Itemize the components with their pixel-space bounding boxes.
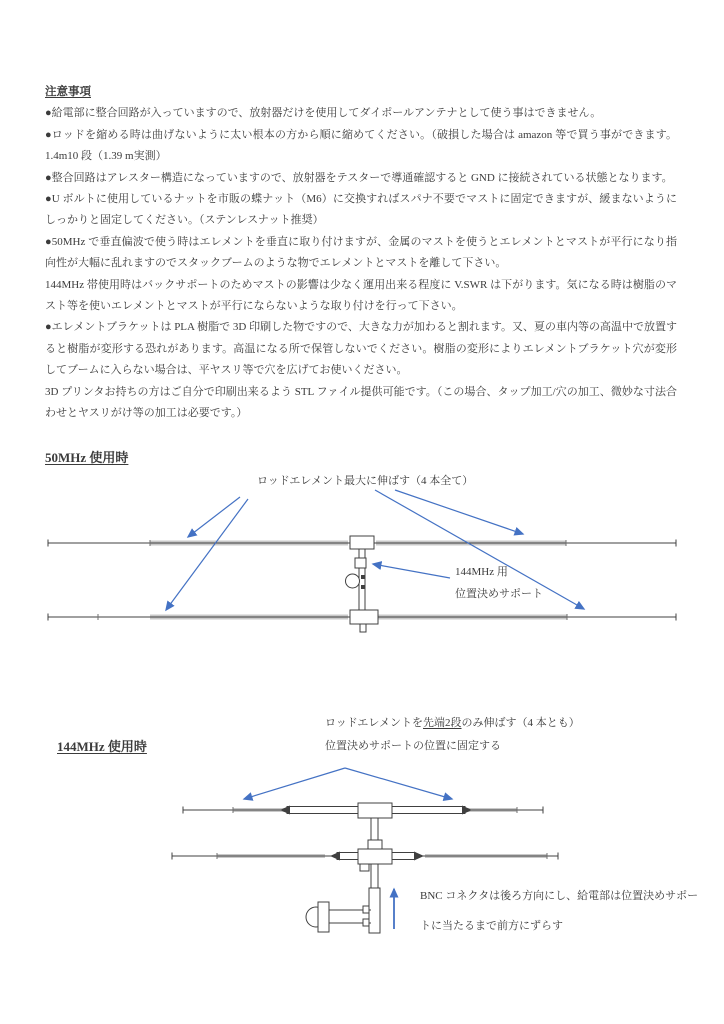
diagram-50mhz [0, 488, 724, 658]
callout-support-144-line1: 144MHz 用 [455, 566, 508, 578]
antenna-element-top-50 [48, 536, 676, 549]
note-paragraph: 144MHz 帯使用時はバックサポートのためマストの影響は少なく運用出来る程度に V.SWR は下がります。気になる時は樹脂のマスト等を使いエレメントとマストが平行にならないような取り付けを行って下さい。 [45, 278, 677, 313]
antenna-element-mid-144 [172, 849, 558, 871]
rod-callout-arrows-144 [244, 768, 452, 799]
note-paragraph: ●給電部に整合回路が入っていますので、放射器だけを使用してダイポールアンテナとして使う事はできません。 [45, 107, 602, 120]
callout-rod-144-underlined: 先端2段 [423, 717, 462, 729]
section-heading-50mhz: 50MHz 使用時 [45, 450, 129, 465]
callout-rod-144-pre: ロッドエレメントを [325, 717, 424, 729]
notes-heading: 注意事項 [45, 86, 91, 98]
feed-u-bolt-assembly [306, 888, 380, 933]
note-paragraph: ●ロッドを縮める時は曲げないように太い根本の方から順に縮めてください。（破損した場合は amazon 等で買う事ができます。1.4m10 段（1.39 m実測） [45, 128, 677, 163]
note-paragraph: ●50MHz で垂直偏波で使う時はエレメントを垂直に取り付けますが、金属のマストを使うとエレメントとマストが平行になり指向性が大幅に乱れますのでスタックブームのような物でエレメントとマストを離して下さい。 [45, 235, 677, 270]
notes-block [45, 82, 677, 425]
callout-support-144-line2: 位置決めサポート [455, 588, 543, 600]
boom-50 [346, 549, 367, 611]
antenna-element-top-144 [183, 803, 543, 818]
note-paragraph: ●整合回路はアレスター構造になっていますので、放射器をテスターで導通確認すると GND に接続されている状態となります。 [45, 171, 673, 184]
callout-rod-144-post: のみ伸ばす（4 本とも） [461, 717, 580, 729]
callout-bnc-line1: BNC コネクタは後ろ方向にし、給電部は位置決めサポー [420, 890, 699, 902]
callout-rod-144mhz [325, 714, 580, 730]
section-heading-144mhz: 144MHz 使用時 [57, 739, 147, 754]
callout-bnc-line2: トに当たるまで前方にずらす [420, 920, 563, 932]
support-callout-arrow-50 [373, 564, 450, 578]
callout-rod-50mhz: ロッドエレメント最大に伸ばす（4 本全て） [257, 475, 474, 487]
note-paragraph: ●エレメントブラケットは PLA 樹脂で 3D 印刷した物ですので、大きな力が加わると割れます。又、夏の車内等の高温中で放置すると樹脂が変形する恐れがあります。高温になる所で保管しないでください。樹脂の変形によりエレメントブラケット穴が変形してブームに入らない場合は、平ヤスリ等で穴を広げてお使いください。 [45, 321, 677, 377]
callout-rod-144mhz-line2: 位置決めサポートの位置に固定する [325, 740, 501, 752]
rod-callout-arrows-50 [166, 490, 584, 610]
antenna-element-bottom-50 [48, 610, 676, 632]
note-paragraph: ●U ボルトに使用しているナットを市販の蝶ナット（M6）に交換すればスパナ不要でマストに固定できますが、緩まないようにしっかりと固定してください。（ステンレスナット推奨） [45, 193, 677, 227]
note-paragraph: 3D プリンタお持ちの方はご自分で印刷出来るよう STL ファイル提供可能です。（この場合、タップ加工/穴の加工、微妙な寸法合わせとヤスリがけ等の加工は必要です。） [45, 385, 677, 420]
diagram-144mhz [0, 755, 724, 955]
